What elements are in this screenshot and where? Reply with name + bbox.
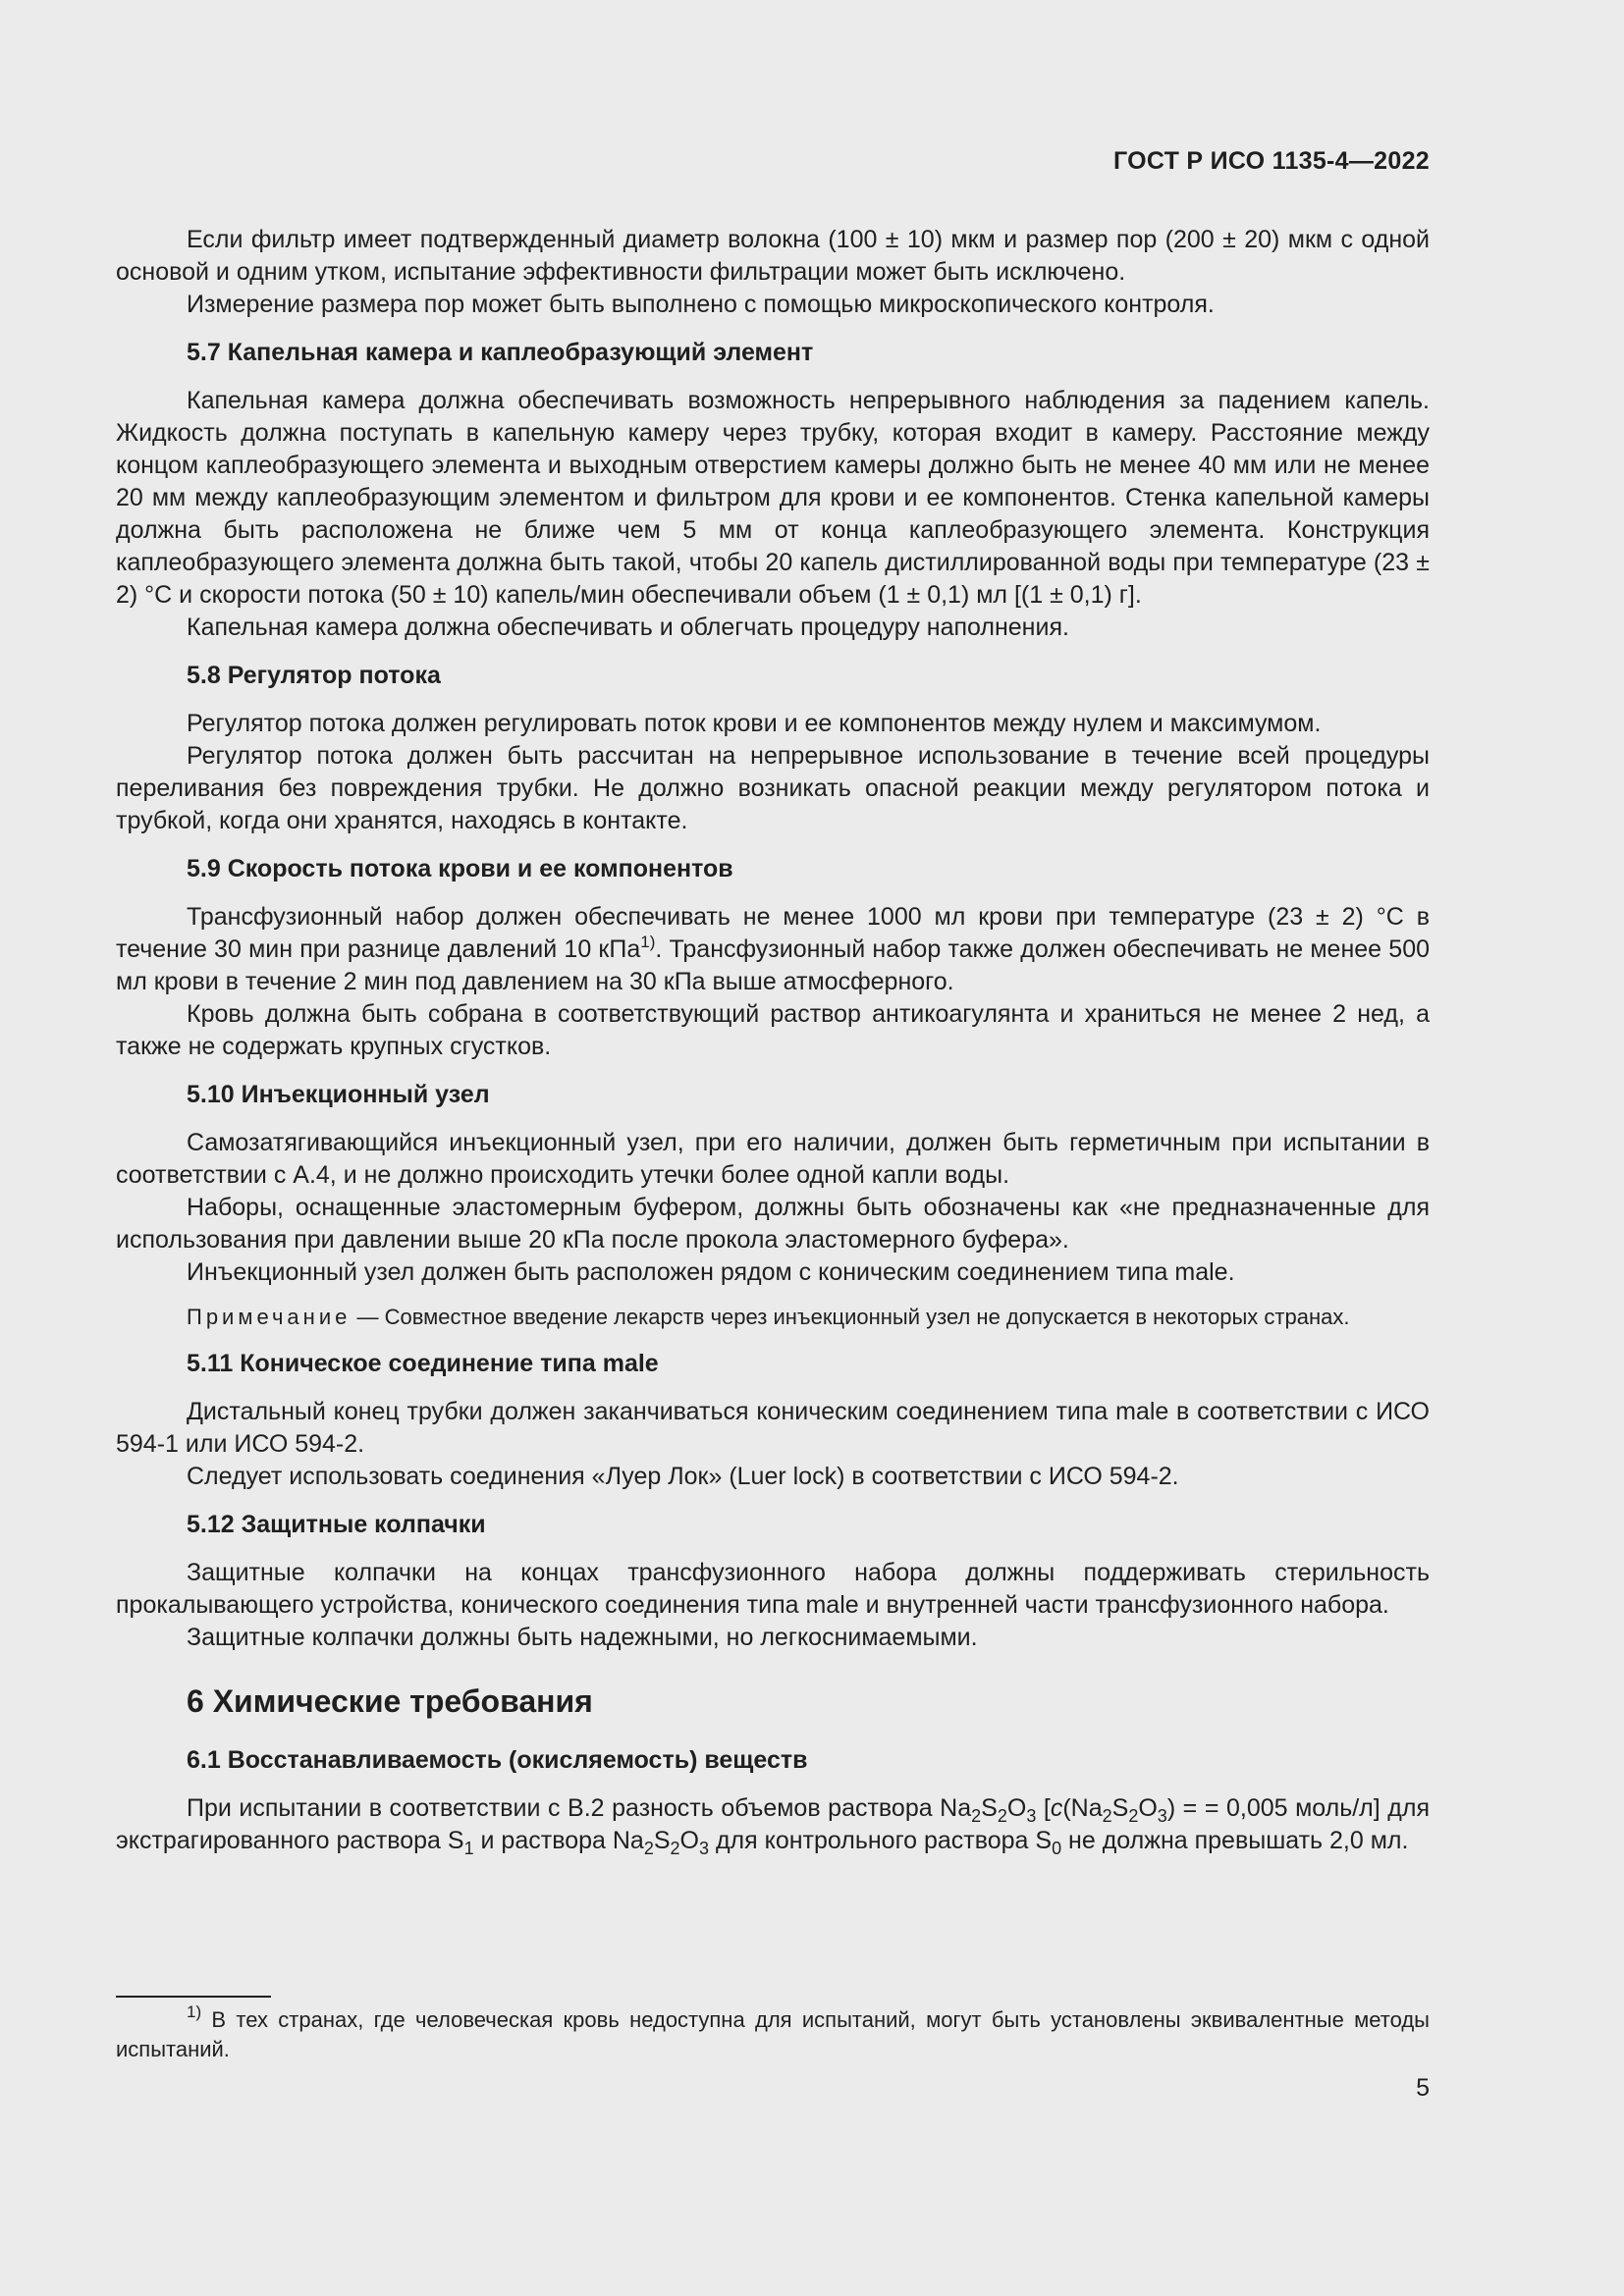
document-header: ГОСТ Р ИСО 1135-4—2022 [1112, 147, 1430, 175]
note-text: — Совместное введение лекарств через инъекционный узел не допускается в некоторых странах. [351, 1305, 1350, 1329]
formula-text: (Na [1062, 1794, 1103, 1822]
formula-text: и раствора Na [473, 1827, 644, 1854]
note-label: Примечание [187, 1305, 352, 1329]
paragraph: Защитные колпачки на концах трансфузионного набора должны поддерживать стерильность прокалывающего устройства, конического соединения типа male и внутренней части трансфузионного набора. [116, 1559, 1430, 1619]
paragraph: Дистальный конец трубки должен заканчиваться коническим соединением типа male в соответствии с ИСО 594-1 или ИСО 594-2. [116, 1398, 1430, 1458]
footnote-text: В тех странах, где человеческая кровь недоступна для испытаний, могут быть установлены эквивалентные методы испытаний. [116, 2007, 1430, 2061]
paragraph-text: Трансфузионный набор должен обеспечивать не менее 1000 мл крови при температуре (23 ± 2) °С в течение 30 мин при разнице давлений 10 кПа [116, 903, 1430, 963]
paragraph-formula [116, 1792, 1430, 1857]
section-heading: 6.1 Восстанавливаемость (окисляемость) веществ [187, 1746, 808, 1774]
section-heading: 5.12 Защитные колпачки [187, 1511, 486, 1538]
footnote-divider [116, 1996, 271, 1998]
subscript: 2 [997, 1806, 1007, 1826]
subscript: 2 [670, 1839, 680, 1858]
footnote-reference: 1) [640, 933, 656, 951]
section-heading: 5.11 Коническое соединение типа male [187, 1350, 659, 1377]
paragraph: Капельная камера должна обеспечивать и облегчать процедуру наполнения. [187, 614, 1069, 641]
page-number: 5 [1416, 2074, 1430, 2102]
paragraph: Кровь должна быть собрана в соответствующий раствор антикоагулянта и храниться не менее 2 нед, а также не содержать крупных сгустков. [116, 1000, 1430, 1060]
subscript: 2 [1102, 1806, 1112, 1826]
formula-text: не должна превышать 2,0 мл. [1061, 1827, 1409, 1854]
paragraph: Следует использовать соединения «Луер Лок» (Luer lock) в соответствии с ИСО 594-2. [187, 1463, 1179, 1490]
formula-text: [ [1036, 1794, 1051, 1822]
paragraph: Инъекционный узел должен быть расположен рядом с коническим соединением типа male. [187, 1258, 1235, 1286]
subscript: 3 [1157, 1806, 1167, 1826]
paragraph: Капельная камера должна обеспечивать возможность непрерывного наблюдения за падением капель. Жидкость должна поступать в капельную камеру через трубку, которая входит в камеру. Расстояние между концом каплеобразующего элемента и выходным отверстием камеры должно быть не менее 40 мм или не менее 20 мм между каплеобразующим элементом и фильтром для крови и ее компонентов. Стенка капельной камеры должна быть расположена не ближе чем 5 мм от конца каплеобразующего элемента. Конструкция каплеобразующего элемента должна быть такой, чтобы 20 капель дистиллированной воды при температуре (23 ± 2) °С и скорости потока (50 ± 10) капель/мин обеспечивали объем (1 ± 0,1) мл [(1 ± 0,1) г]. [116, 387, 1430, 609]
formula-text: для контрольного раствора S [709, 1827, 1053, 1854]
chapter-heading: 6 Химические требования [187, 1683, 593, 1719]
paragraph: Регулятор потока должен быть рассчитан на непрерывное использование в течение всей процедуры переливания без повреждения трубки. Не должно возникать опасной реакции между регулятором потока и трубкой, когда они хранятся, находясь в контакте. [116, 742, 1430, 834]
paragraph [116, 901, 1430, 998]
formula-text: O [679, 1827, 699, 1854]
paragraph-text: . Трансфузионный набор также должен обеспечивать не менее 500 мл крови в течение 2 мин под давлением на 30 кПа выше атмосферного. [116, 935, 1430, 995]
subscript: 0 [1052, 1839, 1062, 1858]
paragraph: Если фильтр имеет подтвержденный диаметр волокна (100 ± 10) мкм и размер пор (200 ± 20) мкм с одной основой и одним утком, испытание эффективности фильтрации может быть исключено. [116, 226, 1430, 286]
paragraph: Защитные колпачки должны быть надежными, но легкоснимаемыми. [187, 1624, 978, 1651]
paragraph: Наборы, оснащенные эластомерным буфером, должны быть обозначены как «не предназначенные для использования при давлении выше 20 кПа после прокола эластомерного буфера». [116, 1194, 1430, 1254]
note [116, 1303, 1430, 1332]
subscript: 2 [971, 1806, 982, 1826]
formula-text: S [653, 1827, 671, 1854]
subscript: 3 [1026, 1806, 1037, 1826]
paragraph: Самозатягивающийся инъекционный узел, при его наличии, должен быть герметичным при испытании в соответствии с А.4, и не должно происходить утечки более одной капли воды. [116, 1129, 1430, 1189]
formula-text: При испытании в соответствии с В.2 разность объемов раствора Na [187, 1794, 972, 1822]
subscript: 3 [698, 1839, 709, 1858]
paragraph: Измерение размера пор может быть выполнено с помощью микроскопического контроля. [187, 291, 1215, 318]
section-heading: 5.9 Скорость потока крови и ее компонентов [187, 855, 733, 882]
subscript: 2 [1128, 1806, 1139, 1826]
section-heading: 5.10 Инъекционный узел [187, 1081, 490, 1108]
italic-symbol: c [1050, 1794, 1063, 1822]
footnote [116, 2002, 1430, 2064]
formula-text: S [981, 1794, 998, 1822]
formula-text: ) = = 0,005 моль/л] для экстрагированного раствора S [116, 1794, 1430, 1854]
document-body [116, 224, 1430, 1857]
paragraph: Регулятор потока должен регулировать поток крови и ее компонентов между нулем и максимумом. [187, 710, 1322, 737]
formula-text: O [1006, 1794, 1027, 1822]
formula-text: S [1111, 1794, 1129, 1822]
section-heading: 5.8 Регулятор потока [187, 662, 441, 689]
formula-text: O [1138, 1794, 1158, 1822]
footnote-mark: 1) [187, 2002, 202, 2021]
subscript: 2 [643, 1839, 654, 1858]
section-heading: 5.7 Капельная камера и каплеобразующий элемент [187, 339, 814, 366]
subscript: 1 [463, 1839, 474, 1858]
